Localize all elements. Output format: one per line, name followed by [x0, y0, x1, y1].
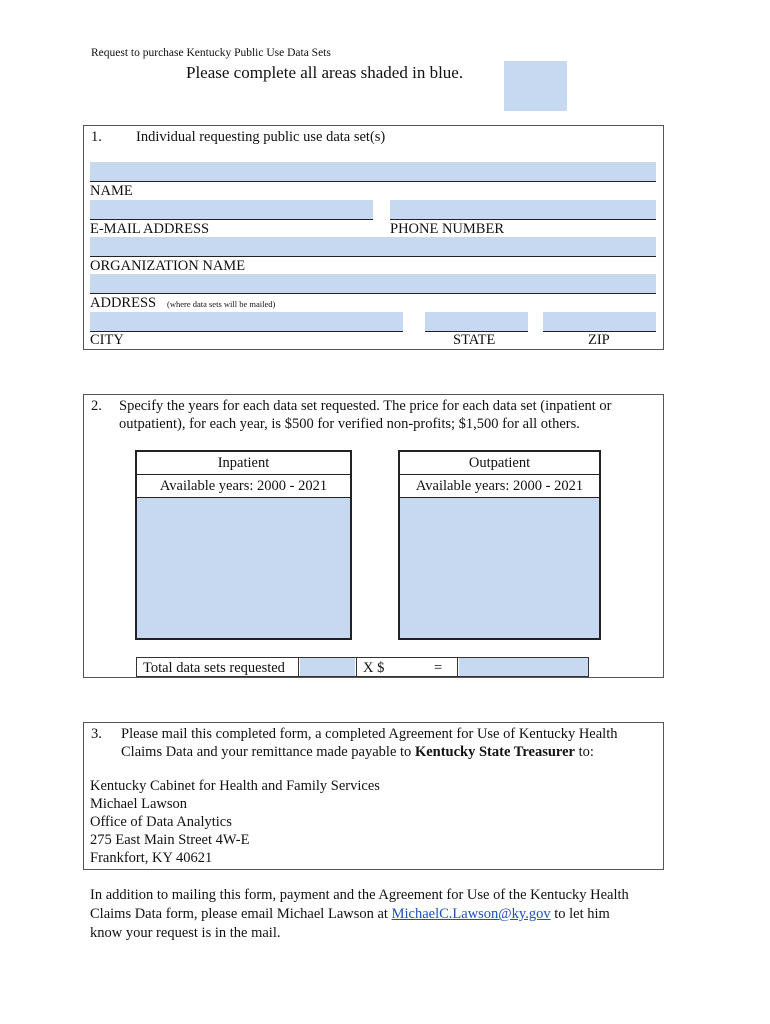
name-field[interactable]: [90, 162, 656, 182]
totals-divider: [356, 658, 357, 676]
mailing-address-line: Kentucky Cabinet for Health and Family Services: [90, 778, 380, 794]
outpatient-years-field[interactable]: [400, 498, 599, 638]
section-1-title: Individual requesting public use data set(s): [136, 129, 386, 145]
equals-label: =: [434, 660, 443, 676]
inpatient-box: [135, 450, 352, 640]
state-field[interactable]: [425, 312, 528, 332]
organization-label: ORGANIZATION NAME: [90, 258, 246, 274]
price-multiplier-label: X $: [363, 660, 385, 676]
email-link[interactable]: MichaelC.Lawson@ky.gov: [391, 906, 551, 922]
outpatient-title: Outpatient: [400, 452, 599, 475]
mailing-address-line: Michael Lawson: [90, 796, 188, 812]
section-2-number: 2.: [91, 398, 102, 414]
totals-divider: [457, 658, 458, 676]
email-label: E-MAIL ADDRESS: [90, 221, 210, 237]
section-2-text-line2: outpatient), for each year, is $500 for verified non-profits; $1,500 for all others.: [119, 416, 580, 432]
payee-name: Kentucky State Treasurer: [414, 744, 575, 760]
organization-field[interactable]: [90, 237, 656, 257]
address-note: (where data sets will be mailed): [167, 299, 276, 309]
mailing-address-line: Frankfort, KY 40621: [90, 850, 213, 866]
section-3-line2: Claims Data and your remittance made payable to Kentucky State Treasurer to:: [121, 744, 594, 760]
phone-field[interactable]: [390, 200, 656, 220]
zip-label: ZIP: [588, 332, 610, 348]
total-data-sets-field[interactable]: [300, 658, 355, 676]
outpatient-years: Available years: 2000 - 2021: [400, 475, 599, 498]
section-2-text-line1: Specify the years for each data set requested. The price for each data set (inpatient or: [119, 398, 612, 414]
outpatient-box: [398, 450, 601, 640]
phone-label: PHONE NUMBER: [390, 221, 504, 237]
section-3-line1: Please mail this completed form, a completed Agreement for Use of Kentucky Health: [121, 726, 618, 742]
totals-divider: [298, 658, 299, 676]
total-amount-field[interactable]: [459, 658, 588, 676]
mailing-address-line: Office of Data Analytics: [90, 814, 232, 830]
zip-field[interactable]: [543, 312, 656, 332]
footer-line2: Claims Data form, please email Michael Lawson at MichaelC.Lawson@ky.gov to let him: [90, 906, 610, 922]
inpatient-years-field[interactable]: [137, 498, 350, 638]
city-field[interactable]: [90, 312, 403, 332]
name-label: NAME: [90, 183, 133, 199]
state-label: STATE: [453, 332, 496, 348]
total-data-sets-label: Total data sets requested: [143, 660, 285, 676]
address-field[interactable]: [90, 274, 656, 294]
footer-line3: know your request is in the mail.: [90, 925, 281, 941]
blue-shade-sample: [504, 61, 567, 111]
city-label: CITY: [90, 332, 124, 348]
section-3-number: 3.: [91, 726, 102, 742]
footer-line1: In addition to mailing this form, payment and the Agreement for Use of the Kentucky Health: [90, 887, 629, 903]
form-instruction: Please complete all areas shaded in blue.: [186, 63, 464, 82]
section-1-number: 1.: [91, 129, 102, 145]
email-field[interactable]: [90, 200, 373, 220]
inpatient-years: Available years: 2000 - 2021: [137, 475, 350, 498]
inpatient-title: Inpatient: [137, 452, 350, 475]
mailing-address-line: 275 East Main Street 4W-E: [90, 832, 250, 848]
form-small-title: Request to purchase Kentucky Public Use Data Sets: [91, 47, 331, 59]
address-label: ADDRESS: [90, 295, 157, 311]
